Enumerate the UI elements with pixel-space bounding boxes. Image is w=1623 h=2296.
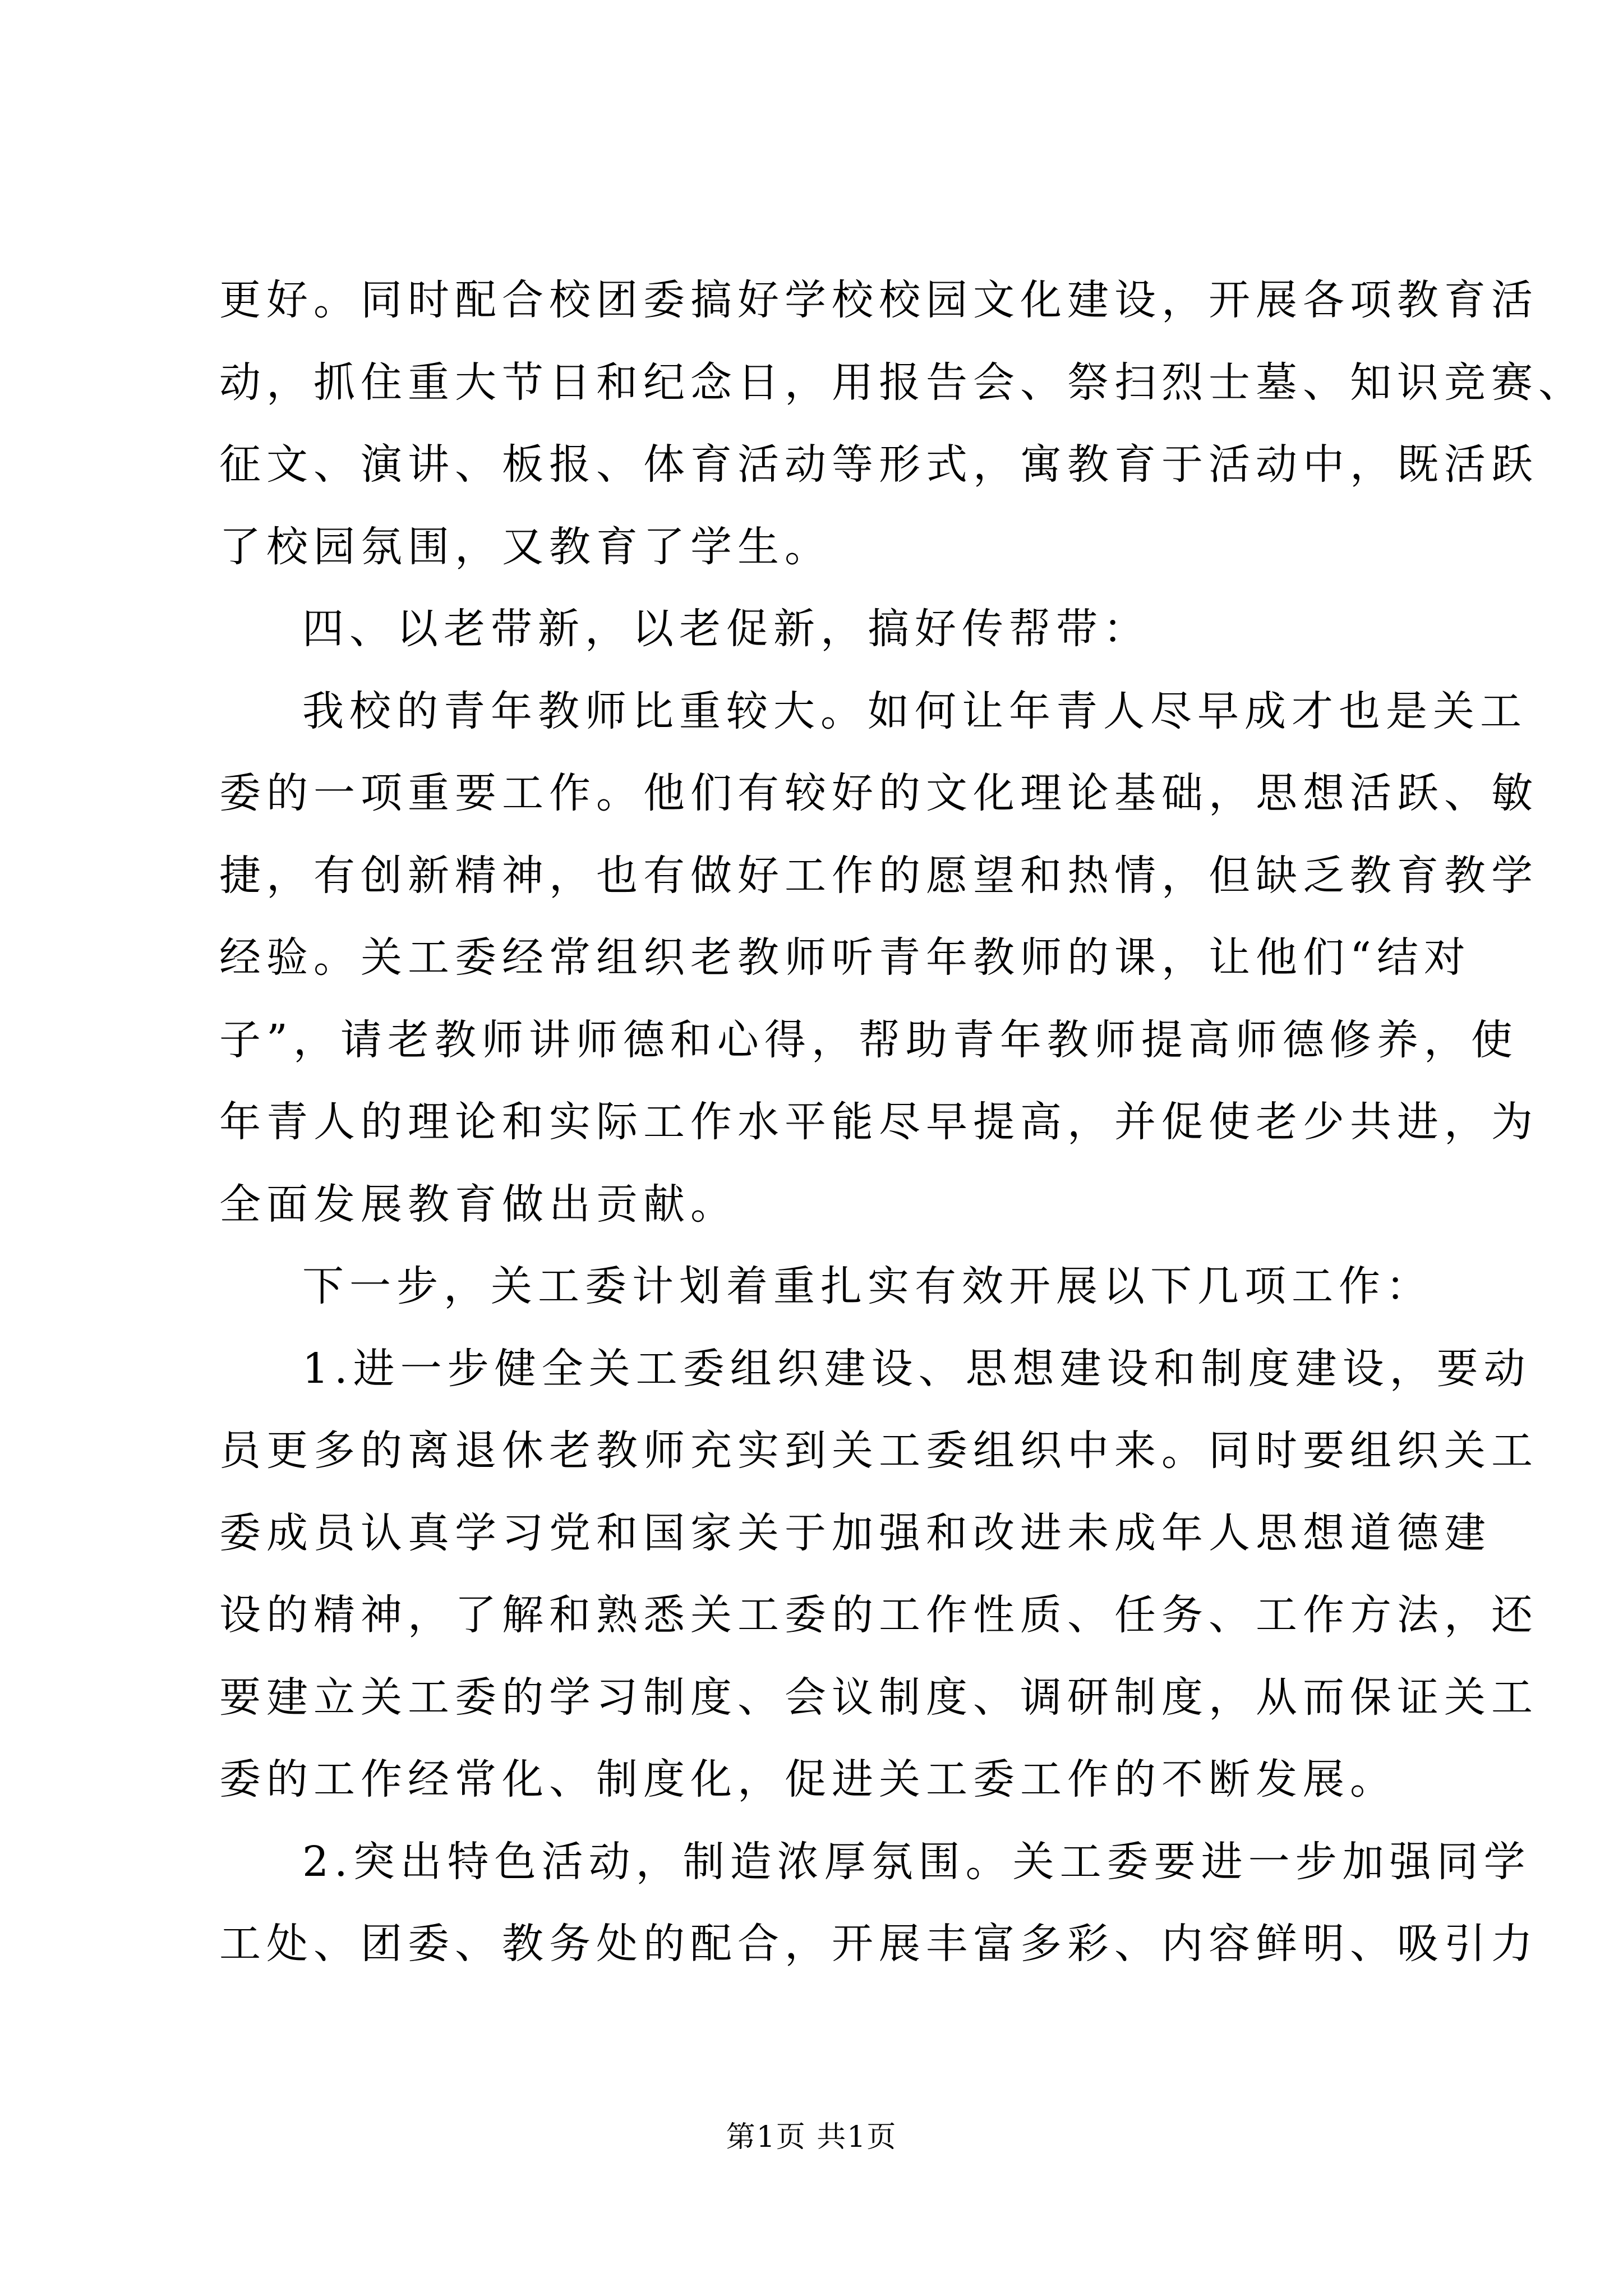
text-line: 下一步，关工委计划着重扎实有效开展以下几项工作：	[302, 1262, 1433, 1310]
text-line: 1.进一步健全关工委组织建设、思想建设和制度建设，要动	[302, 1344, 1531, 1393]
text-line: 了校园氛围，又教育了学生。	[219, 522, 832, 571]
text-line: 动，抓住重大节日和纪念日，用报告会、祭扫烈士墓、知识竞赛、	[219, 358, 1585, 407]
text-line: 设的精神，了解和熟悉关工委的工作性质、任务、工作方法，还	[219, 1591, 1538, 1639]
text-line: 员更多的离退休老教师充实到关工委组织中来。同时要组织关工	[219, 1427, 1538, 1475]
text-line: 全面发展教育做出贡献。	[219, 1180, 737, 1228]
text-line: 委的工作经常化、制度化，促进关工委工作的不断发展。	[219, 1755, 1397, 1803]
text-line: 经验。关工委经常组织老教师听青年教师的课，让他们“结对	[219, 933, 1471, 982]
text-line: 四、以老带新，以老促新，搞好传帮带：	[302, 605, 1150, 653]
text-line: 2.突出特色活动，制造浓厚氛围。关工委要进一步加强同学	[302, 1837, 1531, 1886]
text-line: 委成员认真学习党和国家关于加强和改进未成年人思想道德建	[219, 1508, 1491, 1557]
page-footer: 第1页 共1页	[726, 2120, 897, 2154]
text-line: 要建立关工委的学习制度、会议制度、调研制度，从而保证关工	[219, 1673, 1538, 1722]
text-line: 征文、演讲、板报、体育活动等形式，寓教育于活动中，既活跃	[219, 440, 1538, 489]
text-line: 子”，请老教师讲师德和心得，帮助青年教师提高师德修养，使	[219, 1015, 1518, 1064]
document-body	[219, 259, 1585, 1985]
text-line: 委的一项重要工作。他们有较好的文化理论基础，思想活跃、敏	[219, 769, 1538, 817]
text-line: 我校的青年教师比重较大。如何让年青人尽早成才也是关工	[302, 687, 1527, 735]
text-line: 捷，有创新精神，也有做好工作的愿望和热情，但缺乏教育教学	[219, 851, 1538, 900]
text-line: 更好。同时配合校团委搞好学校校园文化建设，开展各项教育活	[219, 276, 1538, 324]
text-line: 工处、团委、教务处的配合，开展丰富多彩、内容鲜明、吸引力	[219, 1920, 1538, 1968]
text-line: 年青人的理论和实际工作水平能尽早提高，并促使老少共进，为	[219, 1098, 1538, 1146]
